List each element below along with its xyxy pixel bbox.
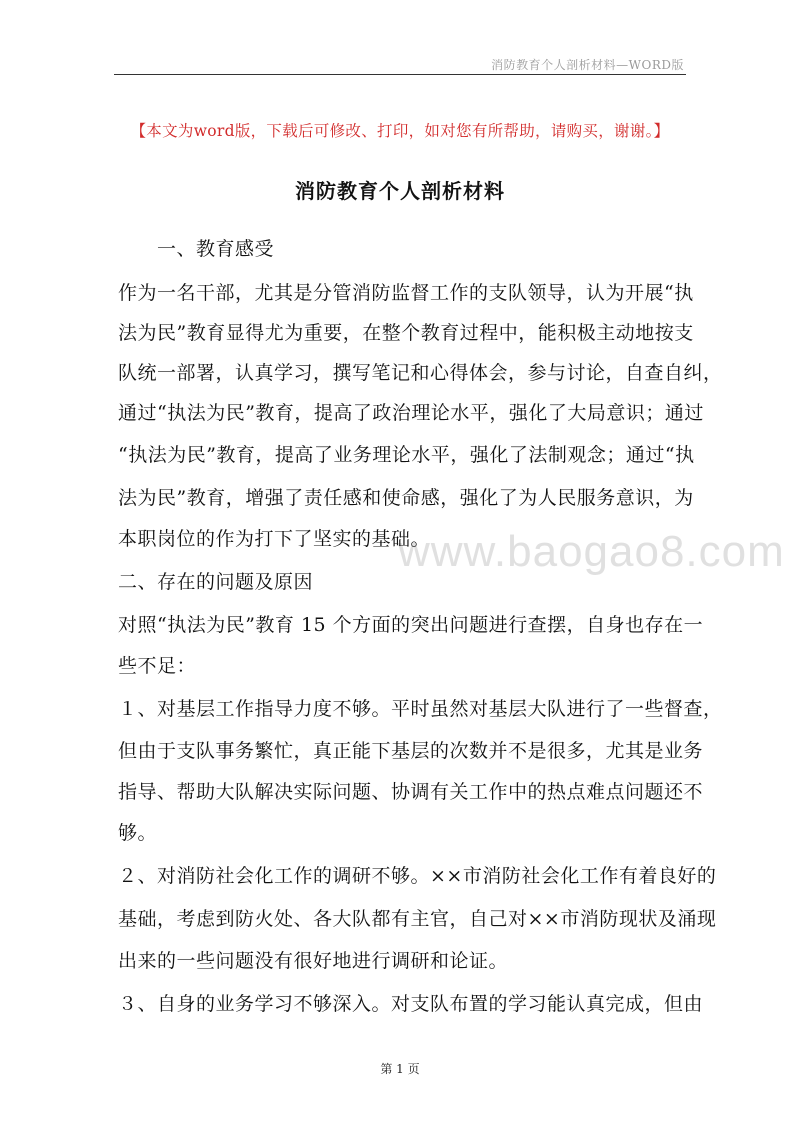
document-title: 消防教育个人剖析材料 [295, 179, 505, 203]
body-line: ２、对消防社会化工作的调研不够。××市消防社会化工作有着良好的 [118, 865, 717, 887]
body-line: 作为一名干部，尤其是分管消防监督工作的支队领导，认为开展“执 [118, 282, 694, 304]
body-line: 基础，考虑到防火处、各大队都有主官，自己对××市消防现状及涌现 [118, 908, 717, 930]
body-line: 通过“执法为民”教育，提高了政治理论水平，强化了大局意识；通过 [118, 402, 704, 424]
body-line: 出来的一些问题没有很好地进行调研和论证。 [118, 950, 509, 972]
section-heading: 二、存在的问题及原因 [118, 571, 314, 593]
header-divider [114, 74, 686, 75]
body-line: 本职岗位的作为打下了坚实的基础。 [118, 528, 431, 550]
body-line: １、对基层工作指导力度不够。平时虽然对基层大队进行了一些督查， [118, 698, 723, 720]
body-line: 队统一部署，认真学习，撰写笔记和心得体会，参与讨论，自查自纠， [118, 362, 723, 384]
body-line: 但由于支队事务繁忙，真正能下基层的次数并不是很多，尤其是业务 [118, 740, 704, 762]
body-line: 些不足： [118, 655, 197, 677]
body-line: 够。 [118, 822, 158, 844]
body-line: 指导、帮助大队解决实际问题、协调有关工作中的热点难点问题还不 [118, 781, 704, 803]
watermark-text: www.baogao8.com [398, 527, 785, 576]
body-line: 对照“执法为民”教育 15 个方面的突出问题进行查摆，自身也存在一 [118, 614, 704, 636]
body-line: 一、教育感受 [118, 238, 275, 260]
body-line: “执法为民”教育，提高了业务理论水平，强化了法制观念；通过“执 [118, 444, 695, 466]
page-number: 第 1 页 [380, 1062, 420, 1076]
running-header: 消防教育个人剖析材料—WORD版 [491, 58, 684, 72]
body-line: 法为民”教育显得尤为重要，在整个教育过程中，能积极主动地按支 [118, 322, 694, 344]
body-line: ３、自身的业务学习不够深入。对支队布置的学习能认真完成，但由 [118, 993, 704, 1015]
body-line: 法为民”教育，增强了责任感和使命感，强化了为人民服务意识，为 [118, 487, 694, 509]
purchase-notice: 【本文为word版，下载后可修改、打印，如对您有所帮助，请购买，谢谢。】 [130, 122, 670, 140]
